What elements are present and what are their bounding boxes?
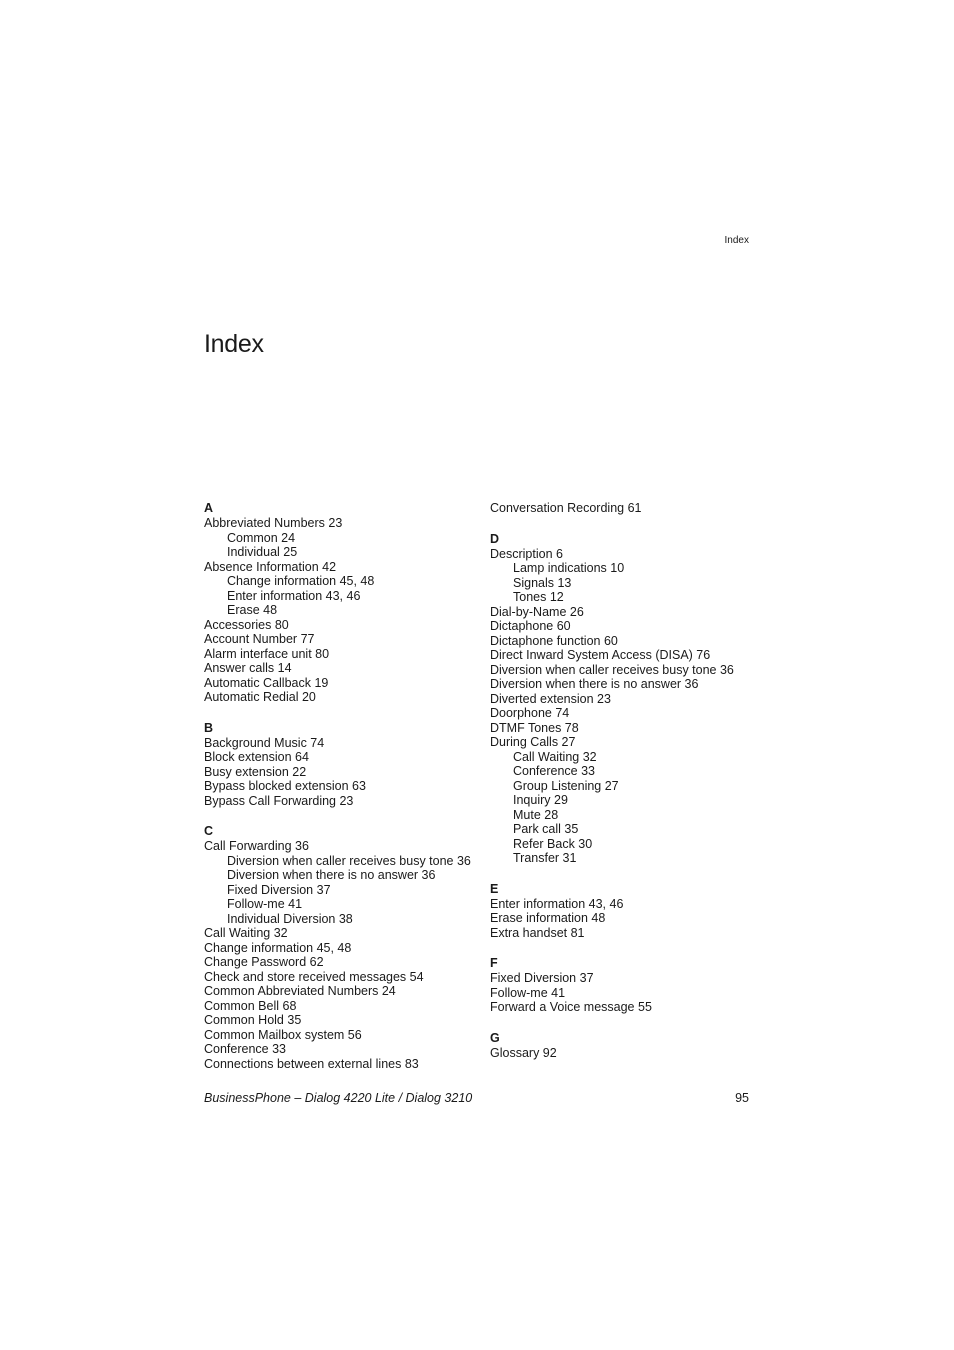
index-entry: Glossary 92 bbox=[490, 1045, 557, 1060]
index-entry: Absence Information 42 bbox=[204, 559, 337, 574]
index-entry: Extra handset 81 bbox=[490, 925, 585, 940]
index-entry: Account Number 77 bbox=[204, 632, 315, 646]
index-entry: Change Password 62 bbox=[204, 955, 324, 969]
index-entry: Busy extension 22 bbox=[204, 764, 307, 779]
index-entry: DTMF Tones 78 bbox=[490, 720, 579, 735]
index-subentry: Mute 28 bbox=[513, 807, 559, 822]
section-gap bbox=[204, 808, 484, 824]
index-subentry: Park call 35 bbox=[513, 822, 579, 836]
index-entry: Description 6 bbox=[490, 546, 563, 561]
index-entry: Diverted extension 23 bbox=[490, 691, 611, 706]
section-gap bbox=[204, 705, 484, 721]
index-subentry: Diversion when there is no answer 36 bbox=[227, 868, 436, 882]
index-entry: Block extension 64 bbox=[204, 750, 309, 764]
section-gap bbox=[490, 1015, 770, 1031]
index-subentry: Inquiry 29 bbox=[513, 793, 568, 807]
index-entry: Diversion when there is no answer 36 bbox=[490, 677, 699, 691]
index-subentry: Individual 25 bbox=[227, 545, 298, 559]
index-entry: Common Bell 68 bbox=[204, 998, 297, 1013]
running-head: Index bbox=[724, 235, 749, 246]
index-entry: Call Forwarding 36 bbox=[204, 839, 309, 853]
index-entry: Dictaphone function 60 bbox=[490, 633, 618, 648]
index-subentry: Fixed Diversion 37 bbox=[227, 882, 331, 897]
index-column-right bbox=[490, 501, 770, 1060]
index-subentry: Diversion when caller receives busy tone 36 bbox=[227, 853, 471, 868]
page-title: Index bbox=[204, 330, 264, 358]
index-letter-heading: D bbox=[490, 531, 500, 546]
index-subentry: Refer Back 30 bbox=[513, 836, 593, 851]
index-entry: Bypass Call Forwarding 23 bbox=[204, 793, 354, 808]
index-entry: Dictaphone 60 bbox=[490, 619, 571, 633]
index-entry: Forward a Voice message 55 bbox=[490, 1000, 652, 1014]
index-subentry: Lamp indications 10 bbox=[513, 561, 625, 575]
index-entry: Doorphone 74 bbox=[490, 706, 570, 720]
index-entry: Direct Inward System Access (DISA) 76 bbox=[490, 648, 711, 662]
index-entry: Answer calls 14 bbox=[204, 661, 292, 675]
index-entry: Conference 33 bbox=[204, 1042, 287, 1056]
index-subentry: Individual Diversion 38 bbox=[227, 911, 353, 926]
section-gap bbox=[490, 940, 770, 956]
index-entry: Accessories 80 bbox=[204, 617, 289, 632]
index-entry: Erase information 48 bbox=[490, 911, 606, 925]
index-letter-heading: B bbox=[204, 720, 214, 735]
index-subentry: Follow-me 41 bbox=[227, 897, 303, 911]
index-entry: Automatic Callback 19 bbox=[204, 675, 329, 690]
index-subentry: Enter information 43, 46 bbox=[227, 588, 361, 603]
section-gap bbox=[490, 866, 770, 882]
index-subentry: Common 24 bbox=[227, 530, 296, 545]
footer-page-number: 95 bbox=[735, 1091, 749, 1105]
index-subentry: Group Listening 27 bbox=[513, 778, 619, 793]
index-entry: Conversation Recording 61 bbox=[490, 501, 642, 515]
index-subentry: Erase 48 bbox=[227, 603, 278, 617]
index-letter-heading: E bbox=[490, 881, 499, 896]
index-subentry: Conference 33 bbox=[513, 764, 596, 778]
index-subentry: Tones 12 bbox=[513, 590, 564, 604]
index-entry: Common Mailbox system 56 bbox=[204, 1027, 362, 1042]
index-entry: Diversion when caller receives busy tone 36 bbox=[490, 662, 734, 677]
index-entry: Alarm interface unit 80 bbox=[204, 646, 330, 661]
index-entry: During Calls 27 bbox=[490, 735, 576, 749]
index-entry: Connections between external lines 83 bbox=[204, 1056, 419, 1071]
footer-document-title: BusinessPhone – Dialog 4220 Lite / Dialog 3210 bbox=[204, 1091, 473, 1105]
index-entry: Common Hold 35 bbox=[204, 1013, 302, 1027]
index-entry: Dial-by-Name 26 bbox=[490, 604, 584, 619]
index-entry: Call Waiting 32 bbox=[204, 926, 288, 940]
index-entry: Change information 45, 48 bbox=[204, 940, 352, 955]
index-letter-heading: A bbox=[204, 501, 214, 515]
index-entry: Fixed Diversion 37 bbox=[490, 971, 594, 985]
index-entry: Abbreviated Numbers 23 bbox=[204, 516, 343, 530]
index-entry: Follow-me 41 bbox=[490, 985, 566, 1000]
index-entry: Common Abbreviated Numbers 24 bbox=[204, 984, 396, 998]
index-subentry: Transfer 31 bbox=[513, 851, 577, 865]
index-entry: Background Music 74 bbox=[204, 735, 325, 750]
index-entry: Check and store received messages 54 bbox=[204, 969, 424, 984]
index-entry: Bypass blocked extension 63 bbox=[204, 779, 366, 793]
index-letter-heading: F bbox=[490, 956, 498, 970]
index-entry: Enter information 43, 46 bbox=[490, 896, 624, 911]
section-gap bbox=[490, 516, 770, 532]
index-subentry: Signals 13 bbox=[513, 575, 572, 590]
index-column-left bbox=[204, 501, 484, 1071]
index-letter-heading: G bbox=[490, 1030, 500, 1045]
index-subentry: Call Waiting 32 bbox=[513, 749, 597, 764]
index-subentry: Change information 45, 48 bbox=[227, 574, 375, 588]
index-entry: Automatic Redial 20 bbox=[204, 690, 316, 704]
index-letter-heading: C bbox=[204, 824, 214, 838]
